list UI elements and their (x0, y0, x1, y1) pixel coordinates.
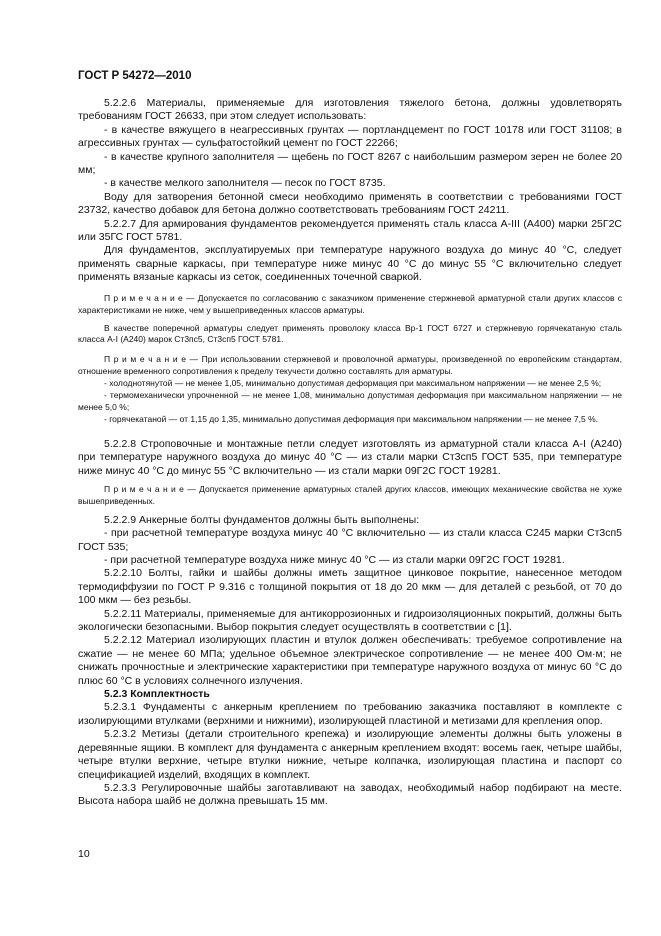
note: П р и м е ч а н и е — При использовании стержневой и проволочной арматуры, произведенной по европейским стандартам, отношение временного сопротивления к пределу текучести должно составлять для арматуры. (78, 354, 622, 377)
document-header: ГОСТ Р 54272—2010 (78, 70, 192, 82)
paragraph: 5.2.3.1 Фундаменты с анкерным креплением по требованию заказчика поставляют в комплекте с изолирующими втулками (верхними и нижними), изолирующей пластиной и метизами для крепления опор. (78, 701, 622, 727)
section-heading: 5.2.3 Комплектность (104, 688, 210, 701)
paragraph: Для фундаментов, эксплуатируемых при температуре наружного воздуха до минус 40 °С, следует применять сварные каркасы, при температуре ниже минус 40 °С до минус 55 °С включительно следует применять вязаные каркасы из сеток, соединенных точечной сваркой. (78, 244, 622, 284)
note-list-item: - холоднотянутой — не менее 1,05, минимально допустимая деформация при максимальном напряжении — не менее 2,5 %; (104, 378, 602, 389)
list-item: - в качестве крупного заполнителя — щебень по ГОСТ 8267 с наибольшим размером зерен не более 20 мм; (78, 150, 622, 177)
paragraph: 5.2.2.6 Материалы, применяемые для изготовления тяжелого бетона, должны удовлетворять требованиям ГОСТ 26633, при этом следует использовать: (78, 97, 622, 123)
list-item: - в качестве вяжущего в неагрессивных грунтах — портландцемент по ГОСТ 10178 или ГОСТ 31108; в агрессивных грунтах — сульфатостойкий цемент по ГОСТ 22266; (78, 123, 622, 150)
note: П р и м е ч а н и е — Допускается применение арматурных сталей других классов, имеющих механические свойства не хуже вышеприведенных. (78, 483, 622, 506)
paragraph: 5.2.2.7 Для армирования фундаментов рекомендуется применять сталь класса А-III (А400) марки 25Г2С или 35ГС ГОСТ 5781. (78, 217, 622, 244)
list-item: - при расчетной температуре воздуха минус 40 °С включительно — из стали класса С245 марки Ст3сп5 ГОСТ 535; (78, 527, 622, 553)
note-list-item: - горячекатаной — от 1,15 до 1,35, минимально допустимая деформация при максимальном напряжении — не менее 7,5 %. (104, 413, 598, 424)
paragraph: 5.2.2.9 Анкерные болты фундаментов должны быть выполнены: (104, 513, 420, 526)
paragraph: 5.2.3.3 Регулировочные шайбы заготавливают на заводах, необходимый набор подбирают на месте. Высота набора шайб не должна превышать 15 мм. (78, 781, 622, 808)
page-number: 10 (78, 848, 90, 860)
paragraph: Воду для затворения бетонной смеси необходимо применять в соответствии с требованиями ГОСТ 23732, качество добавок для бетона должно соответствовать требованиям ГОСТ 24211. (78, 190, 622, 217)
list-item: - в качестве мелкого заполнителя — песок по ГОСТ 8735. (104, 177, 386, 190)
paragraph: 5.2.2.10 Болты, гайки и шайбы должны иметь защитное цинковое покрытие, нанесенное методом термодиффузии по ГОСТ Р 9.316 с толщиной покрытия от 18 до 20 мкм — для деталей с резьбой, от 70 до 100 мкм — без резьбы. (78, 567, 622, 607)
note-list-item: - термомеханически упрочненной — не менее 1,08, минимально допустимая деформация при максимальном напряжении — не менее 5,0 %; (78, 390, 622, 412)
list-item: - при расчетной температуре воздуха ниже минус 40 °С — из стали марки 09Г2С ГОСТ 19281. (104, 554, 565, 566)
paragraph: 5.2.2.8 Строповочные и монтажные петли следует изготовлять из арматурной стали класса А-I (А240) при температуре наружного воздуха до минус 40 °С — из стали марки Ст3сп5 ГОСТ 535, при температуре ниже минус 40 °С до минус 55 °С включительно — из стали марки 09Г2С ГОСТ 19281. (78, 437, 622, 477)
paragraph: 5.2.2.11 Материалы, применяемые для антикоррозионных и гидроизоляционных покрытий, должны быть экологически безопасными. Выбор покрытия следует осуществлять в соответствии с [1]. (78, 607, 622, 634)
page-body (78, 97, 622, 809)
paragraph: 5.2.3.2 Метизы (детали строительного крепежа) и изолирующие элементы должны быть уложены в деревянные ящики. В комплект для фундамента с анкерным креплением входят: восемь гаек, четыре шайбы, четыре втулки верхние, четыре втулки нижние, четыре колпачка, изолирующая пластина и паспорт со спецификацией изделий, входящих в комплект. (78, 728, 622, 781)
paragraph: 5.2.2.12 Материал изолирующих пластин и втулок должен обеспечивать: требуемое сопротивление на сжатие — не менее 60 МПа; удельное объемное электрическое сопротивление — не менее 400 Ом·м; не снижать прочностные и электрические характеристики при температуре наружного воздуха от минус 60 °С до плюс 60 °С в условиях солнечного излучения. (78, 634, 622, 687)
note: В качестве поперечной арматуры следует применять проволоку класса Вр-1 ГОСТ 6727 и стержневую горячекатаную сталь класса А-I (А240) марок Ст3пс5, Ст3сп5 ГОСТ 5781. (78, 322, 622, 345)
note: П р и м е ч а н и е — Допускается по согласованию с заказчиком применение стержневой арматурной стали других классов с характеристиками не ниже, чем у вышеприведенных классов арматуры. (78, 292, 622, 315)
